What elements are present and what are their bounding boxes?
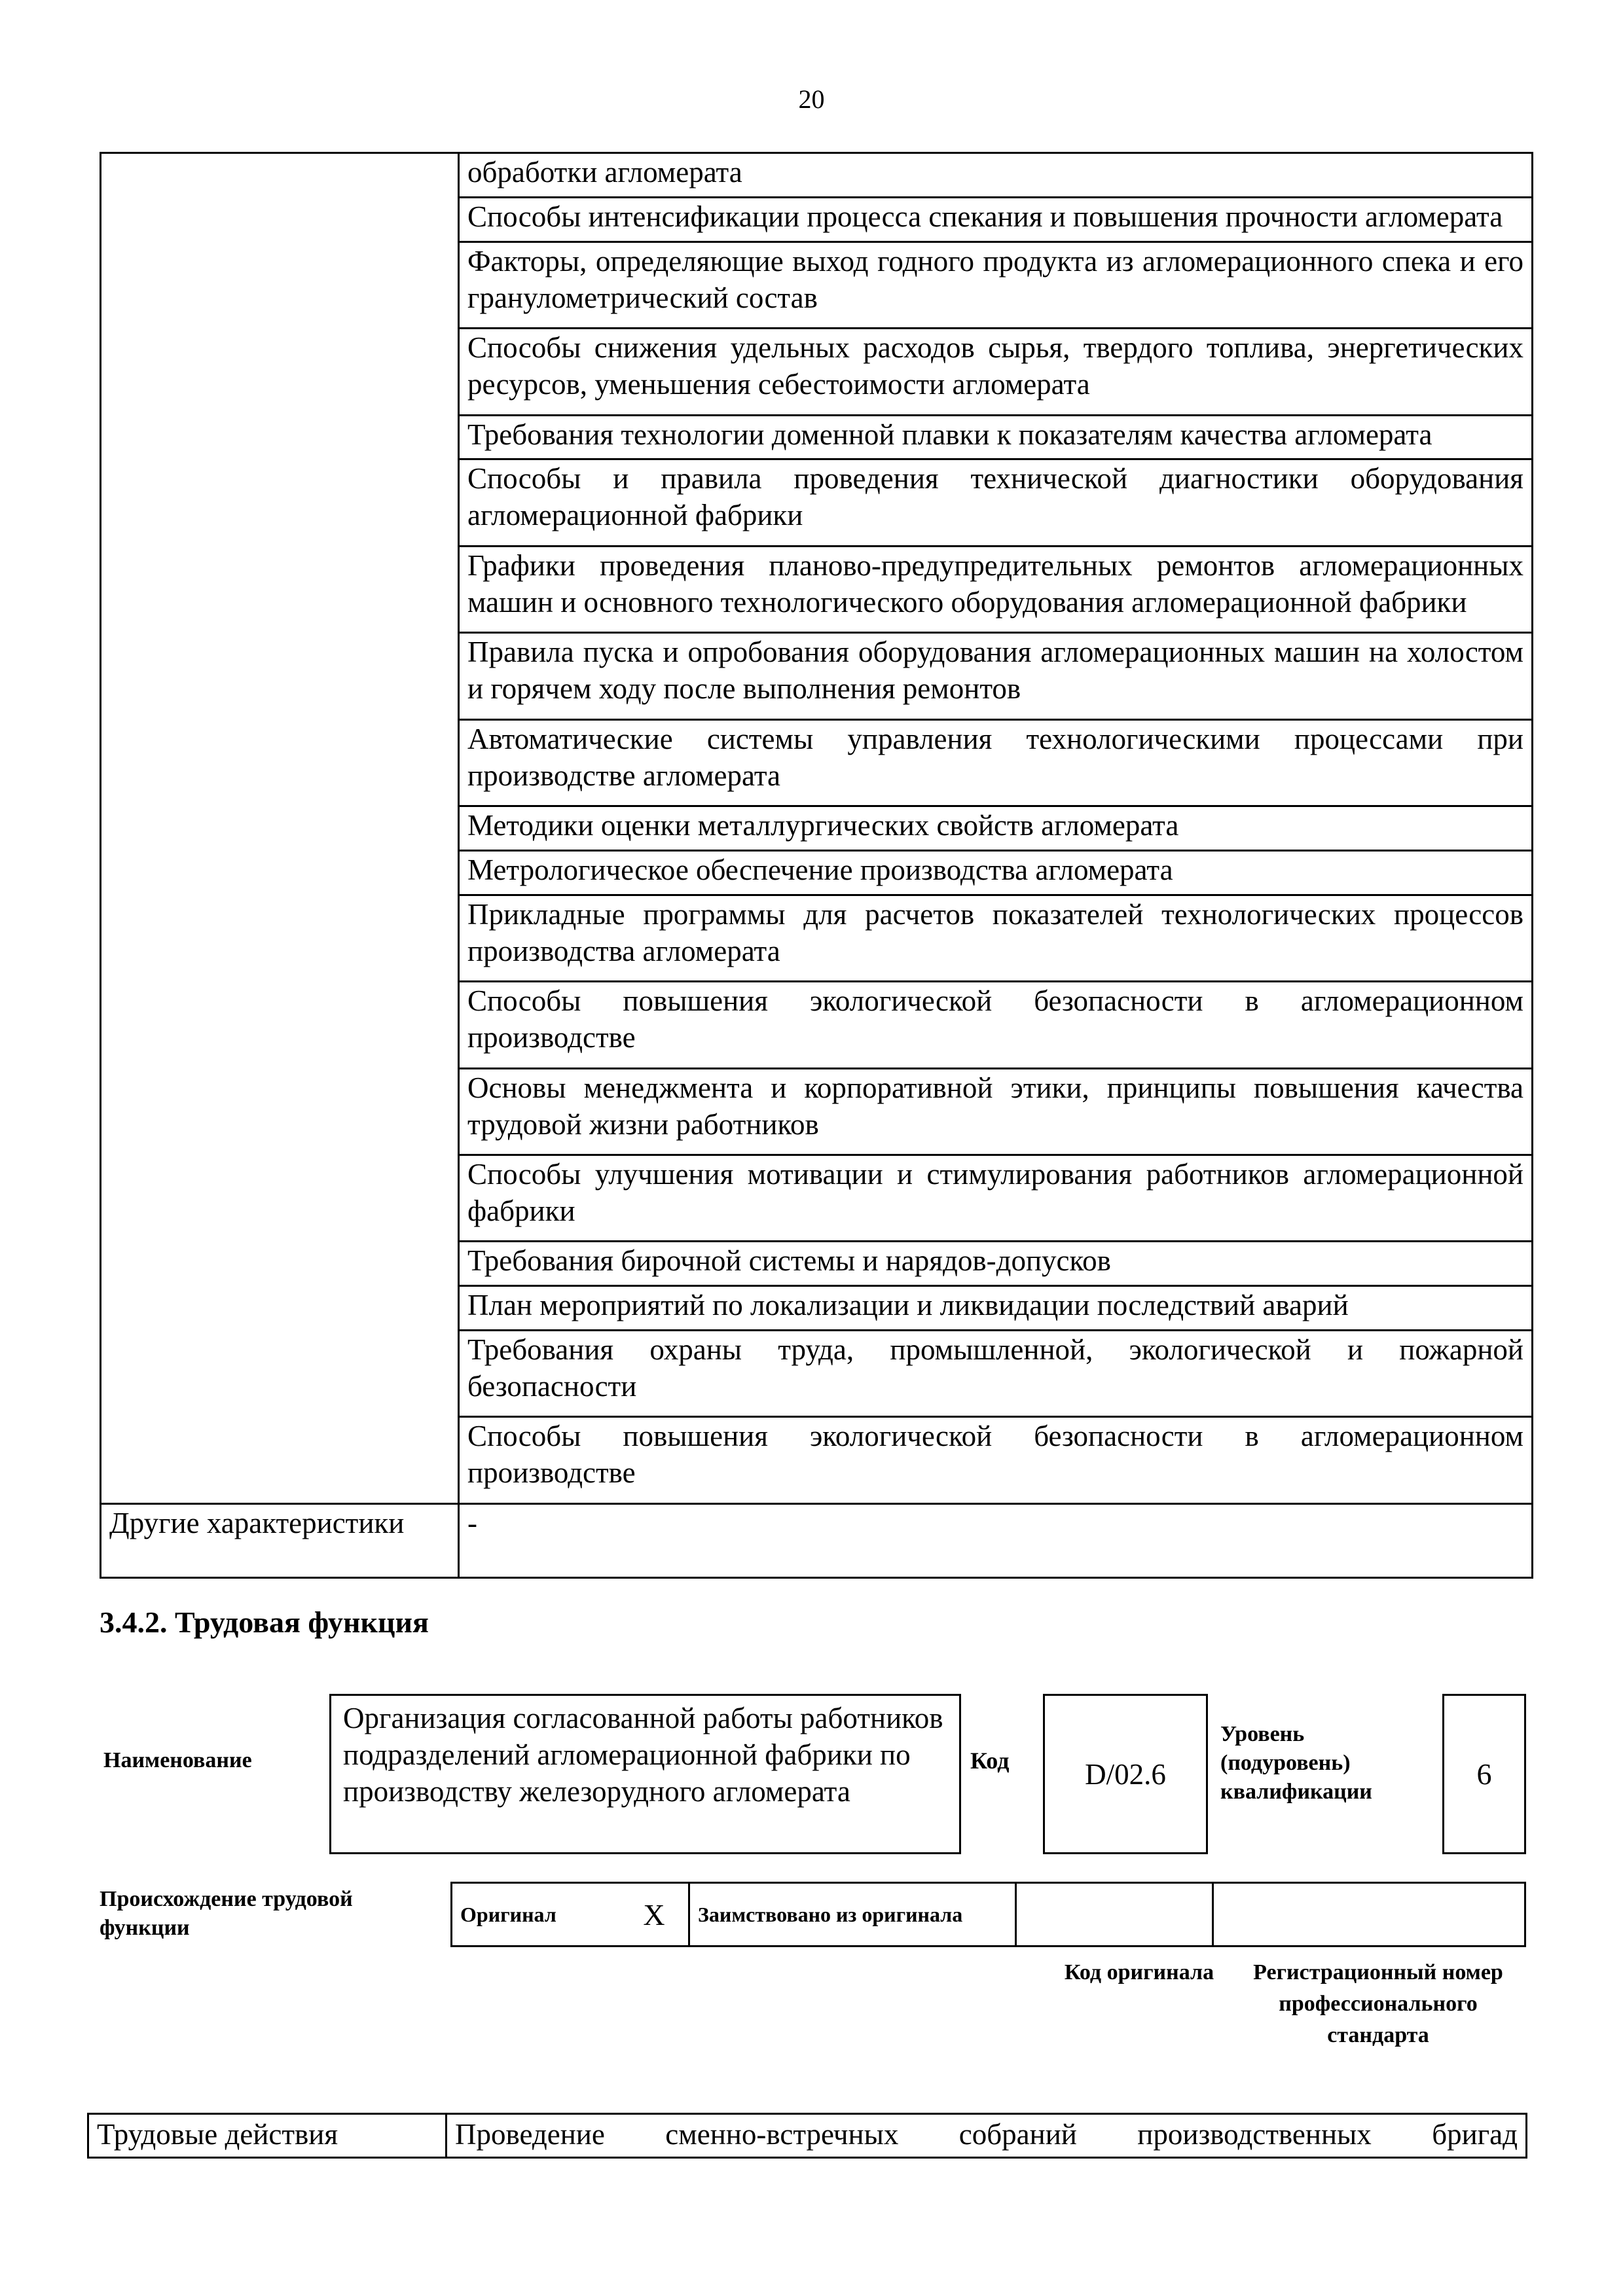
knowledge-item: Правила пуска и опробования оборудования агломерационных машин на холостом и горячем ходу после выполнения ремонтов bbox=[459, 633, 1533, 719]
knowledge-item: обработки агломерата bbox=[459, 153, 1533, 198]
original-code-caption: Код оригинала bbox=[1064, 1960, 1214, 1984]
origin-borrowed-label: Заимствовано из оригинала bbox=[689, 1883, 1016, 1946]
left-column-cell bbox=[101, 153, 459, 1504]
code-label: Код bbox=[970, 1748, 1010, 1774]
name-label: Наименование bbox=[103, 1748, 252, 1772]
section-title: 3.4.2. Трудовая функция bbox=[100, 1605, 429, 1639]
origin-label: Происхождение трудовой функции bbox=[100, 1887, 353, 1940]
knowledge-item: Основы менеджмента и корпоративной этики, принципы повышения качества трудовой жизни работников bbox=[459, 1068, 1533, 1155]
labor-actions-label: Трудовые действия bbox=[88, 2114, 447, 2158]
origin-code-cell bbox=[1016, 1883, 1213, 1946]
knowledge-item: Способы улучшения мотивации и стимулирования работников агломерационной фабрики bbox=[459, 1155, 1533, 1241]
knowledge-item: Требования технологии доменной плавки к показателям качества агломерата bbox=[459, 415, 1533, 459]
knowledge-item: Способы интенсификации процесса спекания и повышения прочности агломерата bbox=[459, 197, 1533, 242]
origin-original-mark: X bbox=[620, 1883, 689, 1946]
function-code-box: D/02.6 bbox=[1043, 1694, 1208, 1854]
knowledge-item: Графики проведения планово-предупредительных ремонтов агломерационных машин и основного технологического оборудования агломерационной фабрики bbox=[459, 546, 1533, 632]
origin-table bbox=[450, 1882, 1526, 1947]
page-number: 20 bbox=[798, 84, 825, 114]
qualification-level-box: 6 bbox=[1442, 1694, 1526, 1854]
knowledge-item: Способы повышения экологической безопасности в агломерационном производстве bbox=[459, 982, 1533, 1068]
knowledge-item: Требования охраны труда, промышленной, экологической и пожарной безопасности bbox=[459, 1331, 1533, 1417]
knowledge-item: Методики оценки металлургических свойств агломерата bbox=[459, 806, 1533, 850]
knowledge-item: Способы повышения экологической безопасности в агломерационном производстве bbox=[459, 1417, 1533, 1504]
labor-actions-table bbox=[87, 2113, 1527, 2159]
other-characteristics-value: - bbox=[459, 1504, 1533, 1578]
knowledge-table bbox=[100, 152, 1533, 1579]
origin-reg-number-cell bbox=[1213, 1883, 1525, 1946]
knowledge-item: Требования бирочной системы и нарядов-допусков bbox=[459, 1242, 1533, 1286]
other-characteristics-label: Другие характеристики bbox=[101, 1504, 459, 1578]
knowledge-item: Метрологическое обеспечение производства агломерата bbox=[459, 850, 1533, 895]
table-row-other bbox=[101, 1504, 1533, 1578]
origin-original-label: Оригинал bbox=[452, 1883, 621, 1946]
function-name-box: Организация согласованной работы работников подразделений агломерационной фабрики по производству железорудного агломерата bbox=[329, 1694, 961, 1854]
knowledge-item: Автоматические системы управления технологическими процессами при производстве агломерата bbox=[459, 719, 1533, 806]
knowledge-item: План мероприятий по локализации и ликвидации последствий аварий bbox=[459, 1286, 1533, 1331]
labor-action-item: Проведение сменно-встречных собраний производственных бригад bbox=[447, 2114, 1527, 2158]
knowledge-item: Способы и правила проведения технической диагностики оборудования агломерационной фабрики bbox=[459, 459, 1533, 546]
knowledge-item: Способы снижения удельных расходов сырья, твердого топлива, энергетических ресурсов, уменьшения себестоимости агломерата bbox=[459, 329, 1533, 415]
knowledge-item: Прикладные программы для расчетов показателей технологических процессов производства агломерата bbox=[459, 895, 1533, 981]
registration-number-caption: Регистрационный номер профессионального стандарта bbox=[1253, 1960, 1503, 2047]
knowledge-item: Факторы, определяющие выход годного продукта из агломерационного спека и его гранулометрический состав bbox=[459, 242, 1533, 328]
table-row bbox=[101, 153, 1533, 198]
qualification-level-label: Уровень (подуровень) квалификации bbox=[1220, 1722, 1372, 1804]
